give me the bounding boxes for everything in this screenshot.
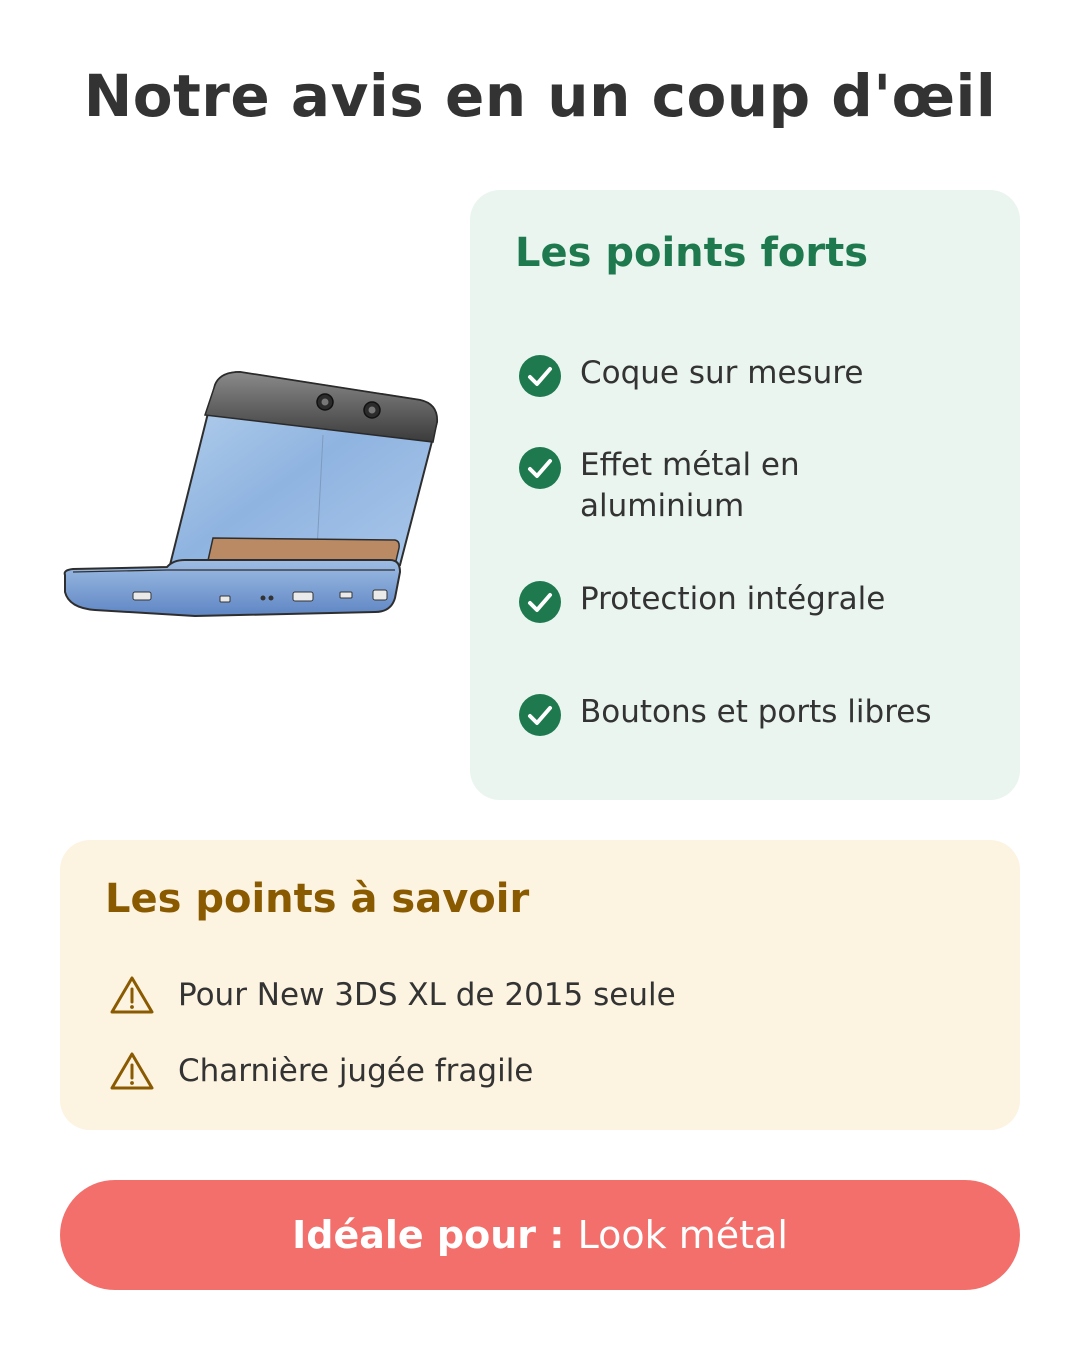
pro-item-label: Boutons et ports libres xyxy=(580,694,932,730)
pros-card xyxy=(470,190,1020,800)
ideal-for-button[interactable] xyxy=(60,1180,1020,1290)
pro-item-label: Protection intégrale xyxy=(580,581,886,617)
pro-item-label: Coque sur mesure xyxy=(580,355,864,391)
ideal-for-value: Look métal xyxy=(577,1213,788,1257)
check-circle-icon xyxy=(518,446,562,490)
warning-triangle-icon xyxy=(110,1051,154,1091)
cons-title: Les points à savoir xyxy=(105,876,530,922)
check-circle-icon xyxy=(518,693,562,737)
check-circle-icon xyxy=(518,580,562,624)
page-title: Notre avis en un coup d'œil xyxy=(83,62,997,130)
ideal-for-label: Idéale pour : xyxy=(292,1213,578,1257)
con-item-label: Charnière jugée fragile xyxy=(178,1053,534,1089)
con-item-label: Pour New 3DS XL de 2015 seule xyxy=(178,977,676,1013)
product-image xyxy=(55,360,445,625)
con-item xyxy=(110,1051,910,1095)
cons-card xyxy=(60,840,1020,1130)
pro-item-label: Effet métal en aluminium xyxy=(580,447,800,524)
pros-title: Les points forts xyxy=(515,230,869,276)
check-circle-icon xyxy=(518,354,562,398)
con-item xyxy=(110,975,910,1019)
warning-triangle-icon xyxy=(110,975,154,1015)
